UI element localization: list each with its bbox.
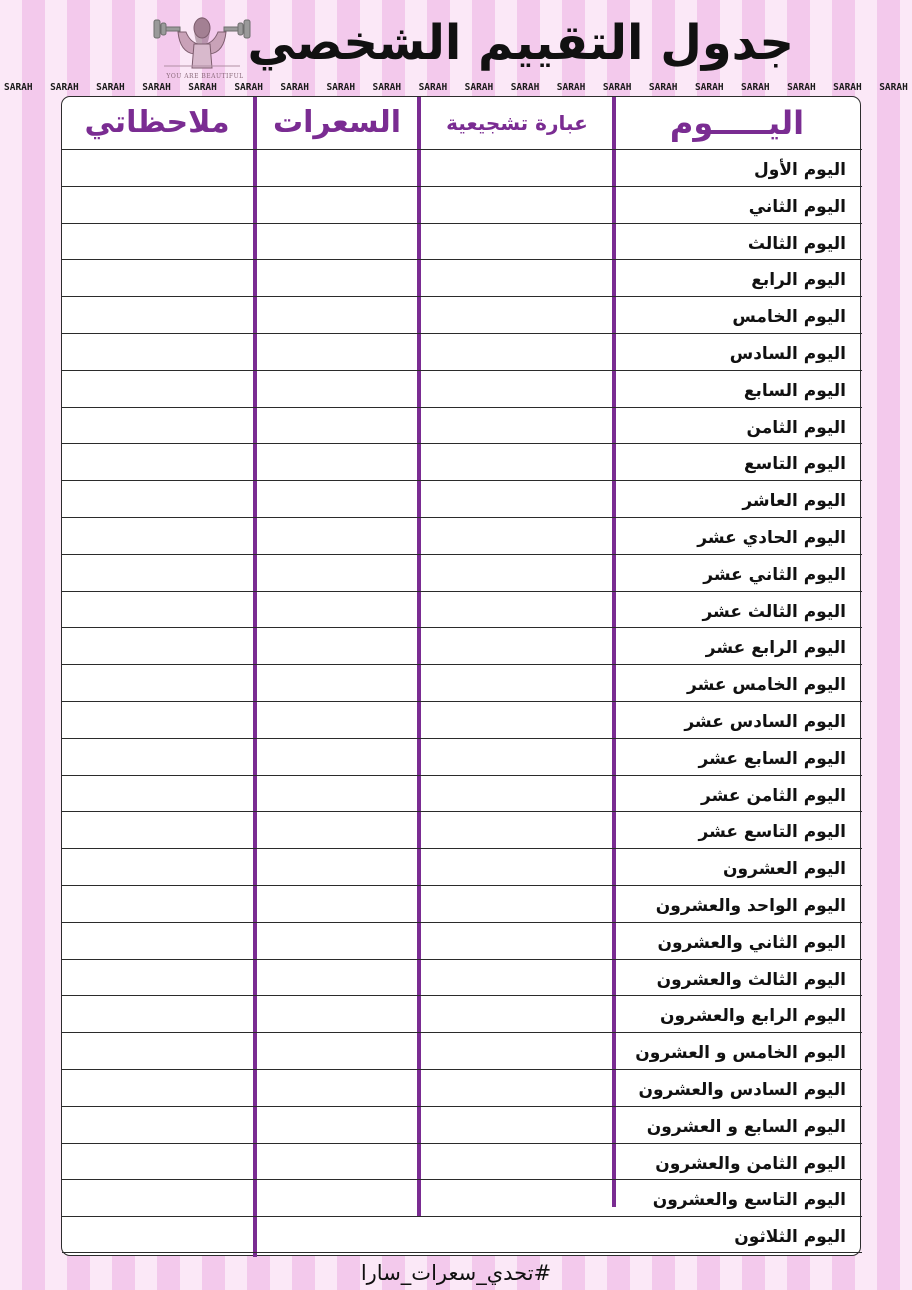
motivation-cell[interactable] [422,1070,612,1106]
table-row [62,186,862,223]
day-label: اليوم الثاني والعشرون [657,932,846,953]
day-label: اليوم الرابع والعشرون [659,1006,846,1027]
day-label: اليوم الثاني عشر [703,564,846,585]
table-row [62,1179,862,1216]
watermark-text: SARAH [741,82,770,93]
calories-cell[interactable] [257,334,417,370]
page-title: جدول التقييم الشخصي [247,15,794,71]
day-label: اليوم السادس عشر [684,711,846,732]
watermark-text: SARAH [602,82,632,93]
notes-cell[interactable] [62,665,252,701]
notes-cell[interactable] [62,297,252,333]
calories-cell[interactable] [257,371,417,407]
watermark-text: SARAH [833,82,862,93]
watermark-text: SARAH [787,82,816,93]
calories-cell[interactable] [257,592,417,628]
motivation-cell[interactable] [422,849,612,885]
calories-cell[interactable] [257,1107,417,1143]
calories-cell[interactable] [257,960,417,996]
table-row [62,407,862,444]
day-label: اليوم العاشر [742,491,846,512]
watermark-text: SARAH [879,82,908,93]
motivation-cell[interactable] [422,297,612,333]
notes-cell[interactable] [62,739,252,775]
watermark-text: SARAH [556,82,586,93]
notes-cell[interactable] [62,444,252,480]
notes-cell[interactable] [62,996,252,1032]
notes-cell[interactable] [62,1180,252,1216]
calories-cell[interactable] [257,150,417,186]
table-row [62,627,862,664]
day-label: اليوم السادس [729,343,846,364]
motivation-cell[interactable] [422,1217,612,1253]
calories-cell[interactable] [257,628,417,664]
calories-cell[interactable] [257,1180,417,1216]
table-body [62,149,862,1253]
watermark-text: SARAH [464,82,494,93]
calories-cell[interactable] [257,849,417,885]
day-label: اليوم الثالث [747,233,846,254]
day-label: اليوم الواحد والعشرون [655,895,846,916]
motivation-cell[interactable] [422,592,612,628]
motivation-cell[interactable] [422,1033,612,1069]
day-label: اليوم الرابع [751,270,846,291]
calories-cell[interactable] [257,886,417,922]
notes-cell[interactable] [62,628,252,664]
table-row [62,333,862,370]
watermark-text: SARAH [188,82,217,93]
notes-cell[interactable] [62,224,252,260]
table-row [62,259,862,296]
motivation-cell[interactable] [422,224,612,260]
notes-cell[interactable] [62,1033,252,1069]
day-label: اليوم السابع و العشرون [646,1116,846,1137]
motivation-cell[interactable] [422,923,612,959]
notes-cell[interactable] [62,849,252,885]
table-row [62,701,862,738]
table-row [62,223,862,260]
calories-cell[interactable] [257,1033,417,1069]
calories-cell[interactable] [257,812,417,848]
day-label: اليوم الثلاثون [734,1227,846,1248]
table-row [62,664,862,701]
notes-cell[interactable] [62,555,252,591]
table-row [62,1216,862,1253]
day-label: اليوم السابع [743,380,846,401]
motivation-cell[interactable] [422,960,612,996]
day-label: اليوم الرابع عشر [705,638,846,659]
day-label: اليوم الخامس عشر [687,675,846,696]
watermark-text: SARAH [372,82,402,93]
motivation-cell[interactable] [422,1107,612,1143]
motivation-cell[interactable] [422,702,612,738]
motivation-cell[interactable] [422,260,612,296]
footer-hashtag: #تحدي_سعرات_سارا [360,1261,552,1285]
motivation-cell[interactable] [422,555,612,591]
table-row [62,885,862,922]
day-label: اليوم السادس والعشرون [638,1079,846,1100]
notes-cell[interactable] [62,960,252,996]
table-row [62,443,862,480]
motivation-cell[interactable] [422,444,612,480]
calories-cell[interactable] [257,481,417,517]
day-label: اليوم الأول [754,160,846,180]
motivation-cell[interactable] [422,334,612,370]
motivation-cell[interactable] [422,1144,612,1180]
calories-cell[interactable] [257,702,417,738]
table-row [62,848,862,885]
motivation-cell[interactable] [422,1180,612,1216]
watermark-text: SARAH [142,82,171,93]
header-notes: ملاحظاتي [84,105,230,140]
table-row [62,775,862,812]
notes-cell[interactable] [62,1144,252,1180]
watermark-text: SARAH [234,82,263,93]
notes-cell[interactable] [62,150,252,186]
day-label: اليوم التاسع والعشرون [652,1190,846,1211]
calories-cell[interactable] [257,444,417,480]
motivation-cell[interactable] [422,996,612,1032]
table-row [62,738,862,775]
table-row [62,591,862,628]
notes-cell[interactable] [62,702,252,738]
table-row [62,149,862,186]
table-row [62,811,862,848]
header-motivation: عبارة تشجيعية [446,111,588,135]
day-label: اليوم التاسع عشر [698,822,846,843]
day-label: اليوم الثاني [748,196,846,217]
calories-cell[interactable] [257,665,417,701]
day-label: اليوم الحادي عشر [697,527,846,548]
calories-cell[interactable] [257,187,417,223]
notes-cell[interactable] [62,260,252,296]
watermark-text: SARAH [4,82,33,93]
watermark-text: SARAH [280,82,309,93]
day-label: اليوم الثالث عشر [702,601,846,622]
notes-cell[interactable] [62,1107,252,1143]
calories-cell[interactable] [257,1144,417,1180]
notes-cell[interactable] [62,371,252,407]
calories-cell[interactable] [257,555,417,591]
notes-cell[interactable] [62,334,252,370]
table-row [62,296,862,333]
motivation-cell[interactable] [422,776,612,812]
notes-cell[interactable] [62,187,252,223]
calories-cell[interactable] [257,1070,417,1106]
day-label: اليوم الثامن [746,417,846,438]
table-row [62,554,862,591]
table-row [62,480,862,517]
table-row [62,995,862,1032]
watermark-text: SARAH [326,82,356,93]
table-row [62,517,862,554]
watermark-text: SARAH [418,82,448,93]
watermark-text: SARAH [50,82,79,93]
calories-cell[interactable] [257,260,417,296]
notes-cell[interactable] [62,812,252,848]
motivation-cell[interactable] [422,739,612,775]
calories-cell[interactable] [257,923,417,959]
watermark-text: SARAH [96,82,125,93]
notes-cell[interactable] [62,1217,252,1253]
calories-cell[interactable] [257,1217,417,1253]
notes-cell[interactable] [62,923,252,959]
table-row [62,1032,862,1069]
day-label: اليوم السابع عشر [698,748,846,769]
header-calories: السعرات [272,105,402,140]
dumbbell-woman-icon [150,10,260,72]
motivation-cell[interactable] [422,518,612,554]
table-row [62,370,862,407]
table-header [62,97,862,149]
sarah-watermark-row [0,80,912,96]
logo-caption: YOU ARE BEAUTIFUL [166,73,244,80]
notes-cell[interactable] [62,776,252,812]
evaluation-table [61,96,861,1256]
motivation-cell[interactable] [422,628,612,664]
watermark-text: SARAH [694,82,724,93]
motivation-cell[interactable] [422,371,612,407]
calories-cell[interactable] [257,297,417,333]
day-label: اليوم الخامس و العشرون [635,1043,846,1064]
day-label: اليوم الثامن عشر [701,785,846,806]
watermark-text: SARAH [648,82,678,93]
table-row [62,1106,862,1143]
calories-cell[interactable] [257,996,417,1032]
notes-cell[interactable] [62,886,252,922]
calories-cell[interactable] [257,408,417,444]
motivation-cell[interactable] [422,481,612,517]
header-day: اليـــــوم [669,104,805,142]
notes-cell[interactable] [62,592,252,628]
calories-cell[interactable] [257,776,417,812]
calories-cell[interactable] [257,224,417,260]
notes-cell[interactable] [62,408,252,444]
calories-cell[interactable] [257,518,417,554]
motivation-cell[interactable] [422,812,612,848]
fitness-logo [150,10,260,80]
watermark-text: SARAH [510,82,540,93]
notes-cell[interactable] [62,481,252,517]
notes-cell[interactable] [62,518,252,554]
day-label: اليوم الخامس [732,307,846,328]
motivation-cell[interactable] [422,408,612,444]
table-row [62,922,862,959]
day-label: اليوم العشرون [723,859,846,880]
table-row [62,1143,862,1180]
table-row [62,959,862,996]
motivation-cell[interactable] [422,187,612,223]
day-label: اليوم الثالث والعشرون [656,969,846,990]
motivation-cell[interactable] [422,886,612,922]
motivation-cell[interactable] [422,150,612,186]
calories-cell[interactable] [257,739,417,775]
notes-cell[interactable] [62,1070,252,1106]
motivation-cell[interactable] [422,665,612,701]
day-label: اليوم الثامن والعشرون [655,1153,846,1174]
day-label: اليوم التاسع [743,454,846,475]
table-row [62,1069,862,1106]
